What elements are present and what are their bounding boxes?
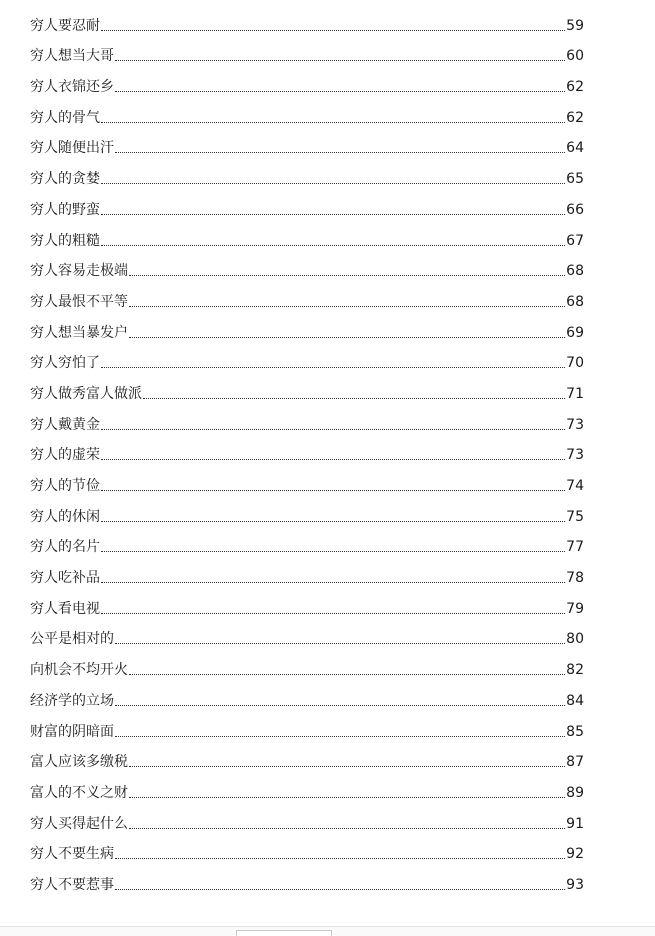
toc-entry[interactable] bbox=[30, 372, 584, 403]
dot-leader bbox=[115, 704, 565, 706]
toc-entry[interactable] bbox=[30, 495, 584, 526]
toc-entry[interactable] bbox=[30, 311, 584, 342]
toc-entry-title: 穷人要忍耐 bbox=[30, 17, 100, 34]
toc-entry-page-number: 73 bbox=[566, 447, 584, 464]
toc-entry-page-number: 65 bbox=[566, 171, 584, 188]
toc-entry[interactable] bbox=[30, 96, 584, 127]
toc-entry-page-number: 59 bbox=[566, 17, 584, 34]
toc-entry-title: 财富的阴暗面 bbox=[30, 723, 114, 740]
dot-leader bbox=[115, 857, 565, 859]
toc-entry-page-number: 79 bbox=[566, 600, 584, 617]
toc-entry-page-number: 68 bbox=[566, 263, 584, 280]
dot-leader bbox=[101, 428, 565, 430]
toc-entry[interactable] bbox=[30, 434, 584, 465]
toc-entry-title: 穷人随便出汗 bbox=[30, 140, 114, 157]
toc-entry[interactable] bbox=[30, 679, 584, 710]
dot-leader bbox=[129, 673, 565, 675]
dot-leader bbox=[129, 336, 565, 338]
dot-leader bbox=[129, 827, 565, 829]
dot-leader bbox=[115, 888, 565, 890]
toc-entry-page-number: 62 bbox=[566, 109, 584, 126]
toc-entry-title: 经济学的立场 bbox=[30, 692, 114, 709]
dot-leader bbox=[101, 612, 565, 614]
toc-entry-title: 穷人衣锦还乡 bbox=[30, 79, 114, 96]
toc-entry-page-number: 77 bbox=[566, 539, 584, 556]
toc-entry-title: 穷人不要生病 bbox=[30, 846, 114, 863]
dot-leader bbox=[129, 274, 565, 276]
toc-entry[interactable] bbox=[30, 403, 584, 434]
toc-entry[interactable] bbox=[30, 65, 584, 96]
toc-entry[interactable] bbox=[30, 127, 584, 158]
toc-entry-title: 穷人的虚荣 bbox=[30, 447, 100, 464]
toc-entry-title: 穷人穷怕了 bbox=[30, 355, 100, 372]
toc-entry-title: 穷人的名片 bbox=[30, 539, 100, 556]
toc-entry-title: 穷人的贪婪 bbox=[30, 171, 100, 188]
toc-entry-page-number: 73 bbox=[566, 416, 584, 433]
toc-entry[interactable] bbox=[30, 157, 584, 188]
toc-entry-title: 向机会不均开火 bbox=[30, 662, 128, 679]
dot-leader bbox=[101, 366, 565, 368]
toc-entry-title: 穷人吃补品 bbox=[30, 570, 100, 587]
dot-leader bbox=[101, 244, 565, 246]
toc-entry-page-number: 84 bbox=[566, 692, 584, 709]
dot-leader bbox=[115, 90, 565, 92]
toc-entry-page-number: 91 bbox=[566, 815, 584, 832]
dot-leader bbox=[101, 458, 565, 460]
toc-entry-title: 穷人的野蛮 bbox=[30, 201, 100, 218]
toc-entry-title: 穷人容易走极端 bbox=[30, 263, 128, 280]
toc-entry[interactable] bbox=[30, 863, 584, 894]
toc-entry-title: 穷人的粗糙 bbox=[30, 232, 100, 249]
dot-leader bbox=[129, 765, 565, 767]
toc-entry-title: 穷人最恨不平等 bbox=[30, 293, 128, 310]
horizontal-scrollbar-thumb[interactable] bbox=[236, 930, 332, 936]
toc-entry-page-number: 66 bbox=[566, 201, 584, 218]
toc-entry[interactable] bbox=[30, 219, 584, 250]
table-of-contents bbox=[30, 4, 584, 894]
toc-entry[interactable] bbox=[30, 741, 584, 772]
dot-leader bbox=[115, 735, 565, 737]
toc-entry-title: 穷人戴黄金 bbox=[30, 416, 100, 433]
toc-entry-page-number: 70 bbox=[566, 355, 584, 372]
toc-entry[interactable] bbox=[30, 526, 584, 557]
toc-entry[interactable] bbox=[30, 771, 584, 802]
toc-entry-page-number: 75 bbox=[566, 508, 584, 525]
toc-entry[interactable] bbox=[30, 587, 584, 618]
dot-leader bbox=[101, 581, 565, 583]
toc-entry-title: 富人的不义之财 bbox=[30, 784, 128, 801]
dot-leader bbox=[115, 642, 565, 644]
toc-entry-title: 穷人的节俭 bbox=[30, 478, 100, 494]
toc-entry-title: 穷人做秀富人做派 bbox=[30, 385, 142, 402]
toc-entry-title: 富人应该多缴税 bbox=[30, 754, 128, 771]
toc-entry-page-number: 67 bbox=[566, 232, 584, 249]
toc-entry-page-number: 92 bbox=[566, 846, 584, 863]
toc-entry-title: 穷人看电视 bbox=[30, 600, 100, 617]
toc-entry[interactable] bbox=[30, 802, 584, 833]
dot-leader bbox=[101, 29, 565, 31]
toc-entry[interactable] bbox=[30, 710, 584, 741]
toc-entry[interactable] bbox=[30, 464, 584, 495]
toc-entry-page-number: 69 bbox=[566, 324, 584, 341]
toc-entry[interactable] bbox=[30, 833, 584, 864]
dot-leader bbox=[129, 305, 565, 307]
dot-leader bbox=[101, 213, 565, 215]
toc-entry-page-number: 85 bbox=[566, 723, 584, 740]
toc-entry[interactable] bbox=[30, 4, 584, 35]
dot-leader bbox=[115, 151, 565, 153]
toc-entry-title: 公平是相对的 bbox=[30, 631, 114, 648]
toc-entry-page-number: 68 bbox=[566, 293, 584, 310]
toc-entry-title: 穷人买得起什么 bbox=[30, 815, 128, 832]
toc-entry-page-number: 93 bbox=[566, 876, 584, 893]
dot-leader bbox=[101, 182, 565, 184]
toc-entry[interactable] bbox=[30, 648, 584, 679]
toc-entry[interactable] bbox=[30, 342, 584, 373]
toc-entry[interactable] bbox=[30, 250, 584, 281]
toc-entry-page-number: 74 bbox=[566, 478, 584, 494]
toc-entry[interactable] bbox=[30, 618, 584, 649]
toc-entry-page-number: 62 bbox=[566, 79, 584, 96]
dot-leader bbox=[101, 121, 565, 123]
dot-leader bbox=[101, 489, 565, 491]
dot-leader bbox=[101, 520, 565, 522]
toc-entry-page-number: 89 bbox=[566, 784, 584, 801]
dot-leader bbox=[115, 59, 565, 61]
toc-entry[interactable] bbox=[30, 280, 584, 311]
toc-entry[interactable] bbox=[30, 556, 584, 587]
toc-entry-page-number: 60 bbox=[566, 48, 584, 65]
toc-entry-page-number: 71 bbox=[566, 385, 584, 402]
dot-leader bbox=[101, 550, 565, 552]
toc-entry-page-number: 80 bbox=[566, 631, 584, 648]
toc-entry-page-number: 82 bbox=[566, 662, 584, 679]
dot-leader bbox=[129, 796, 565, 798]
toc-entry-title: 穷人的骨气 bbox=[30, 109, 100, 126]
toc-entry-title: 穷人的休闲 bbox=[30, 508, 100, 525]
toc-entry-page-number: 64 bbox=[566, 140, 584, 157]
dot-leader bbox=[143, 397, 565, 399]
toc-entry-title: 穷人想当大哥 bbox=[30, 48, 114, 65]
toc-entry-title: 穷人想当暴发户 bbox=[30, 324, 128, 341]
toc-entry-page-number: 87 bbox=[566, 754, 584, 771]
toc-entry[interactable] bbox=[30, 35, 584, 66]
toc-entry-title: 穷人不要惹事 bbox=[30, 876, 114, 893]
toc-entry[interactable] bbox=[30, 188, 584, 219]
toc-entry-page-number: 78 bbox=[566, 570, 584, 587]
